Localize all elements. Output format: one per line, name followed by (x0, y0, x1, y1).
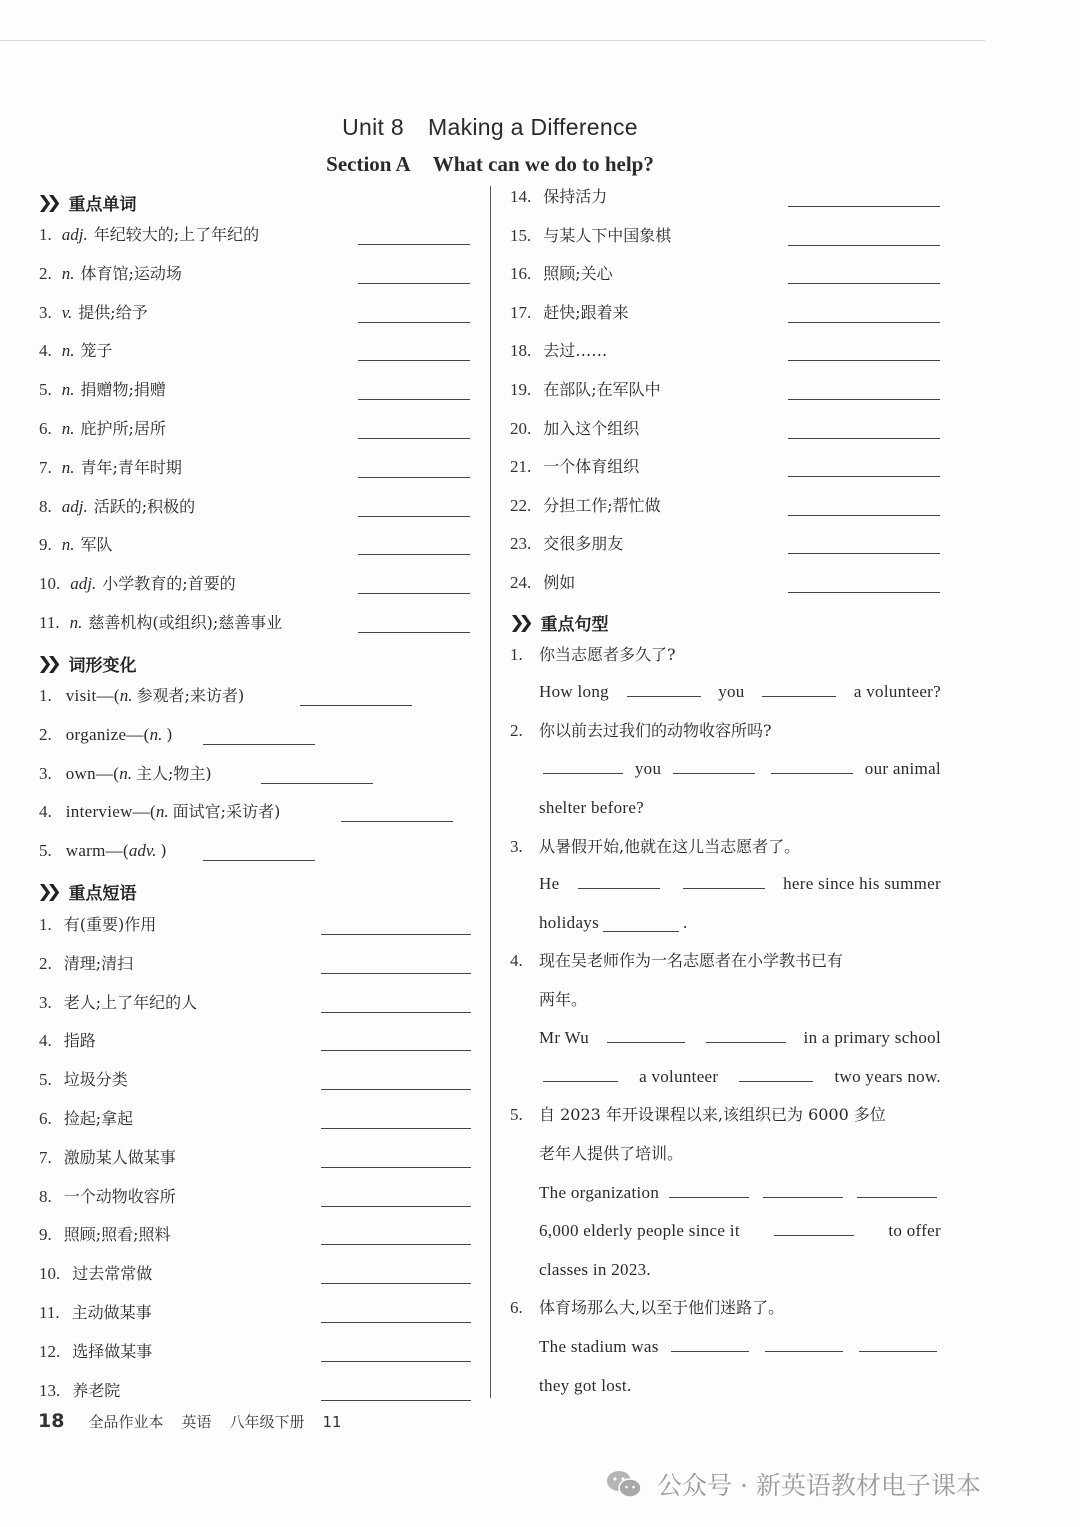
item-number: 5. (39, 841, 52, 861)
answer-blank[interactable] (358, 283, 470, 284)
phrase-item (510, 572, 575, 594)
sentence-english (539, 681, 941, 703)
item-number: 24. (510, 573, 532, 592)
item-number: 22. (510, 495, 532, 515)
sentence-english-text: How long (539, 682, 609, 701)
answer-blank[interactable] (788, 438, 940, 439)
item-number: 13. (39, 1380, 61, 1400)
vocab-item (39, 340, 113, 362)
phrase-item (39, 1380, 120, 1402)
answer-blank[interactable] (771, 773, 853, 774)
answer-blank[interactable] (627, 696, 701, 697)
part-of-speech: n. (149, 724, 163, 744)
item-number: 3. (39, 992, 52, 1012)
phrase-meaning: 过去常常做 (72, 1264, 153, 1284)
sentence-english-text: . (683, 913, 688, 932)
answer-blank[interactable] (607, 1042, 685, 1043)
sentence-english-text: in a primary school (803, 1028, 941, 1047)
section-heading-label: 重点句型 (540, 615, 609, 635)
wordform-meaning: 面试官;采访者) (172, 802, 281, 822)
book-name: 全品作业本 (88, 1413, 164, 1431)
phrase-item (39, 1147, 176, 1169)
phrase-meaning: 一个动物收容所 (63, 1186, 176, 1206)
item-number: 1. (510, 645, 523, 664)
item-number: 4. (39, 802, 52, 822)
phrase-item (39, 953, 133, 975)
item-number: 9. (39, 535, 52, 555)
wechat-icon (605, 1469, 643, 1499)
double-chevron-icon: ❯❯ (37, 653, 56, 674)
item-number: 5. (39, 1070, 52, 1090)
phrase-meaning: 在部队;在军队中 (543, 380, 661, 399)
vocab-meaning: 体育馆;运动场 (80, 263, 182, 283)
sentence-chinese (510, 720, 772, 742)
phrase-item (510, 340, 607, 362)
vocab-item (39, 224, 259, 246)
sentence-chinese-text: 你当志愿者多久了? (539, 645, 676, 664)
answer-blank[interactable] (739, 1081, 813, 1082)
answer-blank[interactable] (673, 773, 755, 774)
part-of-speech: adj. (61, 496, 88, 516)
answer-blank[interactable] (321, 934, 471, 935)
sentence-english-text: you (718, 682, 745, 701)
sentence-chinese-text: 两年。 (539, 990, 588, 1009)
vocab-item (39, 612, 282, 634)
answer-blank[interactable] (543, 773, 623, 774)
phrase-meaning: 加入这个组织 (543, 418, 640, 438)
phrase-meaning: 有(重要)作用 (63, 915, 157, 934)
item-number: 21. (510, 457, 532, 477)
phrase-item (39, 1069, 128, 1091)
sentence-english-text: here since his summer (783, 874, 941, 893)
phrase-item (39, 1341, 152, 1363)
answer-blank[interactable] (358, 516, 470, 517)
answer-blank[interactable] (358, 360, 470, 361)
item-number: 11. (39, 1303, 60, 1322)
phrase-meaning: 捡起;拿起 (63, 1109, 134, 1128)
sentence-english-text: they got lost. (539, 1376, 632, 1395)
answer-blank[interactable] (765, 1351, 843, 1352)
sentence-english-text: holidays (539, 913, 600, 932)
answer-blank[interactable] (763, 1197, 843, 1198)
watermark (605, 1466, 981, 1502)
item-number: 19. (510, 380, 532, 399)
wordform-meaning: 主人;物主) (135, 763, 212, 783)
part-of-speech: v. (61, 302, 73, 322)
base-word: interview—( (65, 802, 156, 822)
item-number: 8. (39, 1186, 52, 1206)
vocab-meaning: 笼子 (80, 341, 113, 361)
item-number: 5. (39, 380, 52, 400)
vocab-meaning: 青年;青年时期 (80, 457, 182, 477)
item-number: 1. (39, 915, 52, 934)
wordform-meaning: ) (160, 841, 167, 861)
item-number: 12. (39, 1341, 61, 1361)
sentence-english-text: to offer (888, 1221, 941, 1240)
answer-blank[interactable] (669, 1197, 749, 1198)
item-number: 5. (510, 1105, 523, 1124)
phrase-item (510, 186, 607, 208)
answer-blank[interactable] (788, 553, 940, 554)
phrase-item (39, 1302, 152, 1324)
phrase-meaning: 赶快;跟着来 (543, 302, 629, 322)
sentence-english (539, 1259, 941, 1281)
sentence-chinese (510, 836, 801, 858)
section-heading (38, 651, 137, 676)
section-heading-label: 词形变化 (68, 656, 137, 676)
answer-blank[interactable] (321, 1050, 471, 1051)
phrase-item (39, 1030, 96, 1052)
vocab-meaning: 军队 (80, 535, 113, 555)
sentence-chinese (510, 1297, 785, 1319)
sentence-chinese-text: 体育场那么大,以至于他们迷路了。 (539, 1298, 785, 1317)
phrase-meaning: 养老院 (72, 1380, 121, 1400)
answer-blank[interactable] (321, 1089, 471, 1090)
answer-blank[interactable] (321, 1361, 471, 1362)
item-number: 4. (510, 951, 523, 970)
sentence-chinese (510, 1104, 886, 1126)
part-of-speech: n. (69, 613, 83, 632)
sentence-chinese (510, 644, 676, 666)
answer-blank[interactable] (788, 476, 940, 477)
part-of-speech: n. (61, 380, 75, 400)
sentence-chinese (539, 989, 587, 1011)
answer-blank[interactable] (321, 1322, 471, 1323)
phrase-meaning: 去过…… (543, 341, 608, 361)
answer-blank[interactable] (358, 244, 470, 245)
answer-blank[interactable] (788, 283, 940, 284)
answer-blank[interactable] (321, 1206, 471, 1207)
answer-blank[interactable] (788, 399, 940, 400)
item-number: 3. (510, 837, 523, 856)
phrase-item (39, 1108, 133, 1130)
phrase-item (510, 495, 661, 517)
wordform-item (39, 763, 212, 785)
sentence-english-text: shelter before? (539, 798, 645, 817)
part-of-speech: n. (119, 763, 132, 783)
sentence-english (539, 912, 941, 934)
sentence-chinese-text: 现在吴老师作为一名志愿者在小学教书已有 (539, 951, 844, 970)
item-number: 3. (39, 763, 52, 783)
answer-blank[interactable] (358, 593, 470, 594)
phrase-meaning: 垃圾分类 (63, 1070, 128, 1090)
page-footer (38, 1410, 360, 1432)
phrase-item (39, 1186, 176, 1208)
item-number: 20. (510, 418, 532, 438)
answer-blank[interactable] (203, 860, 315, 861)
answer-blank[interactable] (788, 360, 940, 361)
sentence-english (539, 1220, 941, 1242)
phrase-meaning: 照顾;关心 (543, 264, 613, 284)
sentence-english-text: 6,000 elderly people since it (539, 1221, 740, 1240)
phrase-meaning: 与某人下中国象棋 (543, 225, 672, 245)
answer-blank[interactable] (203, 744, 315, 745)
answer-blank[interactable] (358, 477, 470, 478)
item-number: 2. (39, 724, 52, 744)
answer-blank[interactable] (788, 245, 940, 246)
wordform-meaning: 参观者;来访者) (136, 686, 245, 705)
sentence-chinese (510, 950, 844, 972)
answer-blank[interactable] (321, 1283, 471, 1284)
answer-blank[interactable] (857, 1197, 937, 1198)
sentence-english (539, 1182, 941, 1204)
item-number: 15. (510, 225, 532, 245)
answer-blank[interactable] (788, 515, 940, 516)
answer-blank[interactable] (321, 1244, 471, 1245)
phrase-meaning: 老人;上了年纪的人 (63, 992, 198, 1012)
item-number: 6. (39, 1109, 52, 1128)
wordform-item (39, 724, 173, 746)
answer-blank[interactable] (358, 554, 470, 555)
phrase-item (510, 456, 639, 478)
footer-code: 11 (322, 1413, 342, 1431)
base-word: visit—( (65, 686, 120, 705)
item-number: 6. (510, 1298, 523, 1317)
answer-blank[interactable] (300, 705, 412, 706)
vocab-item (39, 534, 113, 556)
section-heading-label: 重点单词 (68, 195, 137, 215)
item-number: 2. (510, 721, 523, 740)
sentence-english (539, 1066, 941, 1088)
sentence-chinese-text: 老年人提供了培训。 (539, 1144, 684, 1163)
answer-blank[interactable] (358, 438, 470, 439)
item-number: 23. (510, 534, 532, 554)
item-number: 2. (39, 953, 52, 973)
phrase-item (510, 225, 671, 247)
item-number: 18. (510, 341, 532, 361)
base-word: warm—( (65, 841, 129, 861)
double-chevron-icon: ❯❯ (509, 612, 528, 633)
answer-blank[interactable] (358, 399, 470, 400)
item-number: 10. (39, 574, 61, 594)
item-number: 17. (510, 302, 532, 322)
part-of-speech: n. (61, 535, 75, 555)
sentence-english (539, 797, 941, 819)
phrase-meaning: 例如 (543, 573, 576, 592)
item-number: 10. (39, 1264, 61, 1284)
sentence-english (539, 873, 941, 895)
sentence-english (539, 1375, 941, 1397)
phrase-meaning: 照顾;照看;照料 (63, 1225, 171, 1245)
section-heading (510, 610, 609, 635)
sentence-english-text: classes in 2023. (539, 1260, 651, 1279)
answer-blank[interactable] (321, 1167, 471, 1168)
answer-blank[interactable] (603, 931, 679, 932)
phrase-item (510, 263, 613, 285)
phrase-meaning: 一个体育组织 (543, 457, 640, 477)
item-number: 1. (39, 686, 52, 705)
sentence-english-text: Mr Wu (539, 1028, 590, 1047)
answer-blank[interactable] (358, 322, 470, 323)
item-number: 3. (39, 302, 52, 322)
section-heading (38, 879, 137, 904)
item-number: 1. (39, 225, 52, 244)
vocab-meaning: 捐赠物;捐赠 (80, 380, 166, 400)
item-number: 2. (39, 263, 52, 283)
phrase-item (510, 302, 629, 324)
sentence-english (539, 1336, 941, 1358)
vocab-item (39, 379, 166, 401)
phrase-item (510, 379, 661, 401)
answer-blank[interactable] (341, 821, 453, 822)
phrase-item (510, 418, 639, 440)
phrase-item (39, 1224, 171, 1246)
part-of-speech: n. (61, 457, 75, 477)
unit-title: Unit 8 Making a Difference (342, 114, 638, 140)
sentence-chinese-text: 从暑假开始,他就在这儿当志愿者了。 (539, 837, 801, 856)
part-of-speech: n. (61, 341, 75, 361)
sentence-english (539, 1027, 941, 1049)
base-word: own—( (65, 763, 120, 783)
subject-name: 英语 (181, 1413, 212, 1431)
answer-blank[interactable] (788, 322, 940, 323)
item-number: 4. (39, 341, 52, 361)
phrase-meaning: 分担工作;帮忙做 (543, 495, 661, 515)
phrase-item (39, 1263, 152, 1285)
phrase-meaning: 主动做某事 (71, 1303, 152, 1322)
item-number: 7. (39, 1147, 52, 1167)
item-number: 11. (39, 613, 60, 632)
sentence-english-text: The organization (539, 1183, 660, 1202)
wordform-item (39, 801, 280, 823)
phrase-item (510, 533, 623, 555)
answer-blank[interactable] (321, 1012, 471, 1013)
part-of-speech: n. (119, 686, 133, 705)
item-number: 6. (39, 419, 52, 438)
base-word: organize—( (65, 724, 150, 744)
answer-blank[interactable] (762, 696, 836, 697)
sentence-english-text: you (634, 759, 662, 778)
answer-blank[interactable] (859, 1351, 937, 1352)
phrase-meaning: 选择做某事 (72, 1341, 153, 1361)
phrase-meaning: 交很多朋友 (543, 534, 624, 554)
section-title: Section A What can we do to help? (326, 152, 654, 176)
wordform-meaning: ) (166, 724, 173, 744)
vocab-meaning: 庇护所;居所 (80, 419, 166, 438)
part-of-speech: adv. (128, 841, 157, 861)
vocab-item (39, 457, 182, 479)
sentence-english-text: our animal (864, 759, 941, 778)
part-of-speech: adj. (70, 574, 97, 594)
column-divider (490, 186, 491, 1398)
vocab-meaning: 活跃的;积极的 (93, 496, 196, 516)
sentence-english-text: He (539, 874, 560, 893)
watermark-text: 公众号 · 新英语教材电子课本 (657, 1471, 981, 1500)
part-of-speech: adj. (61, 225, 88, 244)
answer-blank[interactable] (358, 632, 470, 633)
vocab-item (39, 573, 236, 595)
vocab-meaning: 小学教育的;首要的 (102, 574, 236, 594)
vocab-item (39, 302, 148, 324)
section-heading (38, 190, 137, 215)
answer-blank[interactable] (321, 1400, 471, 1401)
item-number: 7. (39, 457, 52, 477)
part-of-speech: n. (155, 802, 169, 822)
wordform-item (39, 685, 244, 707)
vocab-meaning: 慈善机构(或组织);慈善事业 (88, 613, 283, 632)
item-number: 16. (510, 264, 532, 284)
vocab-item (39, 418, 166, 440)
answer-blank[interactable] (671, 1351, 749, 1352)
sentence-english-text: a volunteer? (853, 682, 941, 701)
answer-blank[interactable] (788, 592, 940, 593)
phrase-item (39, 914, 156, 936)
phrase-meaning: 指路 (63, 1031, 96, 1051)
answer-blank[interactable] (774, 1235, 854, 1236)
answer-blank[interactable] (543, 1081, 618, 1082)
page-top-rule (0, 40, 985, 41)
sentence-english-text: The stadium was (539, 1337, 659, 1356)
item-number: 8. (39, 496, 52, 516)
double-chevron-icon: ❯❯ (37, 192, 56, 213)
phrase-meaning: 保持活力 (543, 187, 608, 206)
answer-blank[interactable] (261, 783, 373, 784)
sentence-english-text: a volunteer (639, 1067, 719, 1086)
page-number: 18 (38, 1410, 65, 1432)
part-of-speech: n. (61, 263, 75, 283)
vocab-item (39, 496, 195, 518)
wordform-item (39, 840, 167, 862)
answer-blank[interactable] (578, 888, 660, 889)
section-heading-label: 重点短语 (68, 884, 137, 904)
vocab-meaning: 提供;给予 (78, 302, 148, 322)
sentence-chinese-text: 你以前去过我们的动物收容所吗? (539, 721, 772, 740)
sentence-english-text: two years now. (834, 1067, 941, 1086)
grade-name: 八年级下册 (229, 1413, 305, 1431)
answer-blank[interactable] (788, 206, 940, 207)
part-of-speech: n. (61, 419, 75, 438)
item-number: 9. (39, 1225, 52, 1245)
vocab-meaning: 年纪较大的;上了年纪的 (93, 225, 260, 244)
answer-blank[interactable] (321, 973, 471, 974)
phrase-item (39, 992, 197, 1014)
phrase-meaning: 清理;清扫 (63, 953, 134, 973)
sentence-english (539, 758, 941, 780)
phrase-meaning: 激励某人做某事 (63, 1147, 176, 1167)
vocab-item (39, 263, 182, 285)
double-chevron-icon: ❯❯ (37, 881, 56, 902)
answer-blank[interactable] (706, 1042, 786, 1043)
sentence-chinese (539, 1143, 683, 1165)
sentence-chinese-text: 自 2023 年开设课程以来,该组织已为 6000 多位 (539, 1105, 886, 1124)
item-number: 4. (39, 1031, 52, 1051)
answer-blank[interactable] (683, 888, 765, 889)
answer-blank[interactable] (321, 1128, 471, 1129)
item-number: 14. (510, 187, 532, 206)
